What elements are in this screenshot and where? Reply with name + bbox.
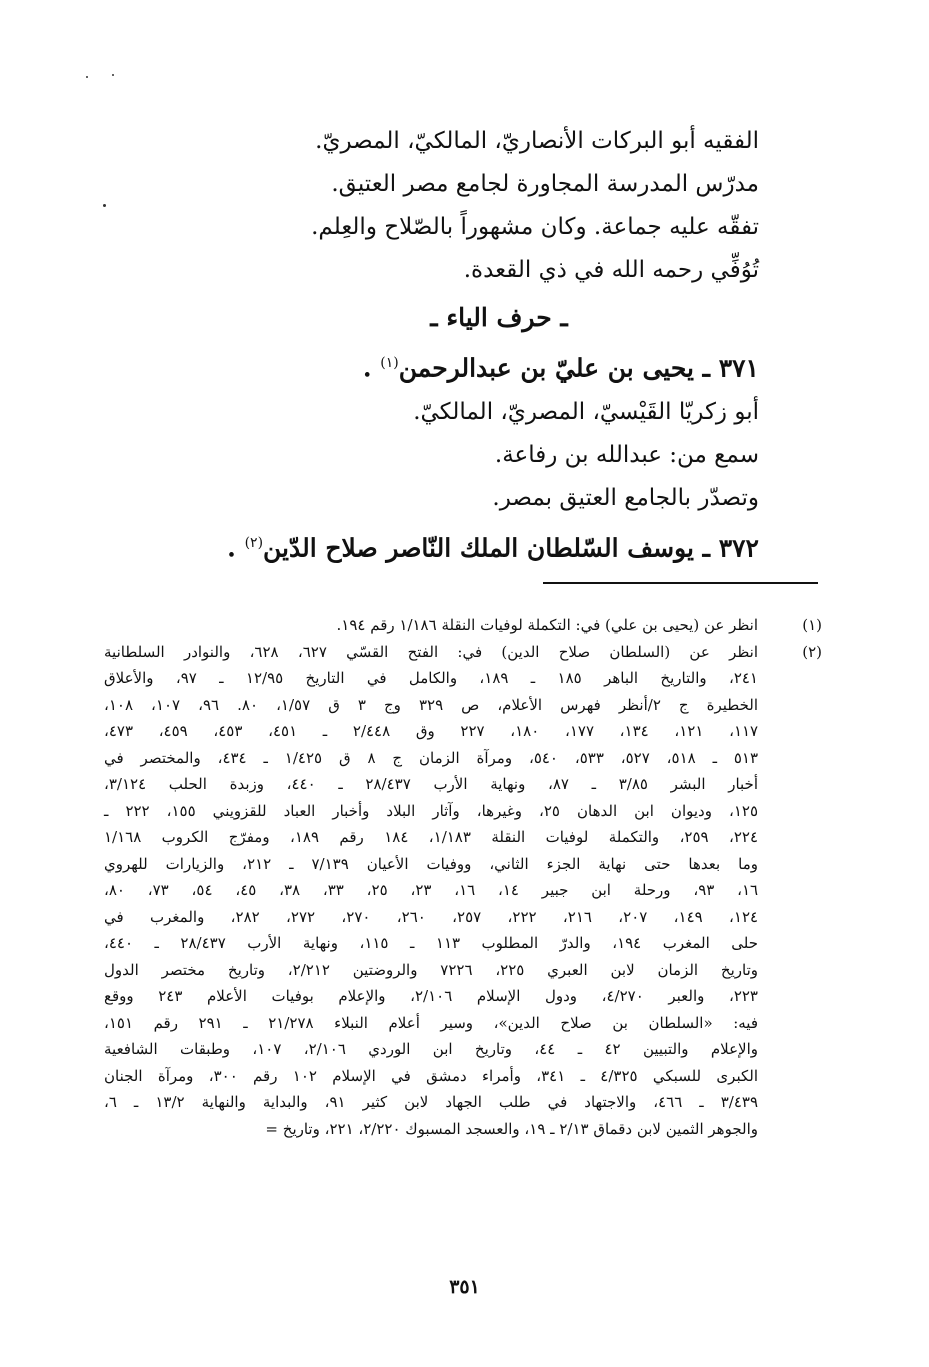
scan-speck (86, 76, 88, 78)
entry-372-number: ٣٧٢ (718, 533, 759, 563)
footnote-2-line: والجوهر الثمين لابن دقماق ٢/١٣ ـ ١٩، والعسجد المسبوك ٢/٢٢٠، ٢٢١، وتاريخ = (265, 1119, 758, 1138)
footnote-2-line: وما بعدها حتى نهاية الجزء الثاني، ووفيات الأعيان ٧/١٣٩ ـ ٢١٢، والزيارات للهروي (104, 854, 759, 873)
entry-371-title: ٣٧١ ـ يحيى بن عليّ بن عبدالرحمن$^{(١)}$ . (362, 353, 759, 383)
scan-speck (103, 204, 106, 207)
entry-371-line-3: وتصدّر بالجامع العتيق بمصر. (492, 485, 759, 512)
footnote-2-line: ١٦، ٩٣، ورحلة ابن جبير ١٤، ١٦، ٢٣، ٢٥، ٣٣، ٣٨، ٤٥، ٥٤، ٧٣، ٨٠، (104, 881, 759, 899)
body-line-4: تُوُفِّي رحمه الله في ذي القعدة. (463, 257, 759, 283)
footnote-separator (543, 582, 818, 584)
footnote-1-number: (١) (802, 616, 822, 634)
entry-371-line-2: سمع من: عبدالله بن رفاعة. (494, 442, 759, 469)
entry-372-note-ref[interactable]: (٢) (244, 535, 264, 552)
footnote-2-line: الكبرى للسبكي ٤/٣٢٥ ـ ٣٤١، وأمراء دمشق في الإسلام ١٠٢ رقم ٣٠٠، ومرآة الجنان (104, 1066, 758, 1085)
footnote-2-line: ١٢٥، وديوان ابن الدهان ٢٥، وغيرها، وآثار البلاد وأخبار العباد للقزويني ١٥٥، ٢٢٢ ـ (104, 801, 759, 820)
footnote-2-line: حلى المغرب ١٩٤، والدرّ المطلوب ١١٣ ـ ١١٥، ونهاية الأرب ٢٨/٤٣٧ ـ ٤٤٠، (104, 934, 759, 952)
footnote-2-line: ١١٧، ١٢١، ١٣٤، ١٧٧، ١٨٠، ٢٢٧ وق ٢/٤٤٨ ـ ٤٥١، ٤٥٣، ٤٥٩، ٤٧٣، (104, 722, 759, 740)
entry-371-line-1: أبو زكريّا القَيْسيّ، المصريّ، المالكيّ. (413, 399, 759, 426)
footnote-2-line: وتاريخ الزمان لابن العبري ٢٢٥، ٧٢٢٦ والروضتين ٢/٢١٢، وتاريخ مختصر الدول (104, 960, 758, 979)
entry-372-title: ٣٧٢ ـ يوسف السّلطان الملك النّاصر صلاح الدّين$^{(٢)}$ . (227, 533, 759, 563)
entry-371-end: . (362, 353, 372, 383)
footnote-2 (104, 639, 822, 1143)
footnote-2-line: ١٢٤، ١٤٩، ٢٠٧، ٢١٦، ٢٢٢، ٢٥٧، ٢٦٠، ٢٧٠، ٢٧٢، ٢٨٢، والمغرب في (104, 907, 759, 926)
entry-371-number: ٣٧١ (718, 353, 759, 383)
entry-372-end: . (227, 533, 236, 563)
footnote-1 (104, 612, 822, 639)
section-heading: ـ حرف الياء ـ (430, 303, 568, 332)
scan-speck (112, 74, 114, 76)
footnote-2-line: ٥١٣ ـ ٥١٨، ٥٢٧، ٥٣٣، ٥٤٠، ومرآة الزمان ج ٨ ق ١/٤٢٥ ـ ٤٣٤، والمختصر في (104, 748, 759, 767)
entry-371-name: يحيى بن عليّ بن عبدالرحمن (398, 353, 694, 383)
body-line-3: تفقّه عليه جماعة. وكان مشهوراً بالصّلاح والعِلم. (311, 214, 759, 240)
footnote-2-line: أخبار البشر ٣/٨٥ ـ ٨٧، ونهاية الأرب ٢٨/٤٣٧ ـ ٤٤٠، وزبدة الحلب ٣/١٢٤، (104, 775, 759, 793)
entry-371-note-ref[interactable]: (١) (380, 355, 399, 371)
footnotes (104, 612, 822, 1142)
footnote-2-line: فيه: «السلطان بن صلاح الدين»، وسير أعلام النبلاء ٢١/٢٧٨ ـ ٢٩١ رقم ١٥١، (104, 1013, 758, 1032)
footnote-2-line: ٢٢٣، والعبر ٤/٢٧٠، ودول الإسلام ٢/١٠٦، والإعلام بوفيات الأعلام ٢٤٣ ووقع (104, 987, 758, 1005)
footnote-2-line: ٢٤١، والتاريخ الباهر ١٨٥ ـ ١٨٩، والكامل في التاريخ ١٢/٩٥ ـ ٩٧، والأعلاق (104, 669, 758, 687)
footnote-2-number: (٢) (802, 642, 822, 661)
footnote-2-line: الخطيرة ج ٢/أنظر فهرس الأعلام، ص ٣٢٩ وج ٣ ق ١/٥٧، ٨٠. ٩٦، ١٠٧، ١٠٨، (104, 695, 759, 714)
footnote-2-line: والإعلام والتبيين ٤٢ ـ ٤٤، وتاريخ ابن الوردي ٢/١٠٦، ١٠٧، وطبقات الشافعية (104, 1040, 759, 1058)
entry-372-name: يوسف السّلطان الملك النّاصر صلاح الدّين (263, 533, 694, 563)
body-line-2: مدرّس المدرسة المجاورة لجامع مصر العتيق. (331, 171, 759, 197)
footnote-1-line: انظر عن (يحيى بن علي) في: التكملة لوفيات النقلة ١/١٨٦ رقم ١٩٤. (336, 616, 758, 634)
page-number: ٣٥١ (449, 1276, 480, 1298)
footnote-2-line: انظر عن (السلطان صلاح الدين) في: الفتح القسّي ٦٢٧، ٦٢٨، والنوادر السلطانية (104, 642, 758, 661)
footnote-2-line: ٢٢٤، ٢٥٩، والتكملة لوفيات النقلة ١/١٨٣، ١٨٤ رقم ١٨٩، ومفرّج الكروب ١/١٦٨ (104, 828, 759, 846)
body-line-1: الفقيه أبو البركات الأنصاريّ، المالكيّ، المصريّ. (315, 128, 759, 154)
footnote-2-line: ٣/٤٣٩ ـ ٤٦٦، والاجتهاد في طلب الجهاد لابن كثير ٩١، والبداية والنهاية ١٣/٢ ـ ٦، (104, 1093, 758, 1111)
main-text (119, 120, 759, 572)
